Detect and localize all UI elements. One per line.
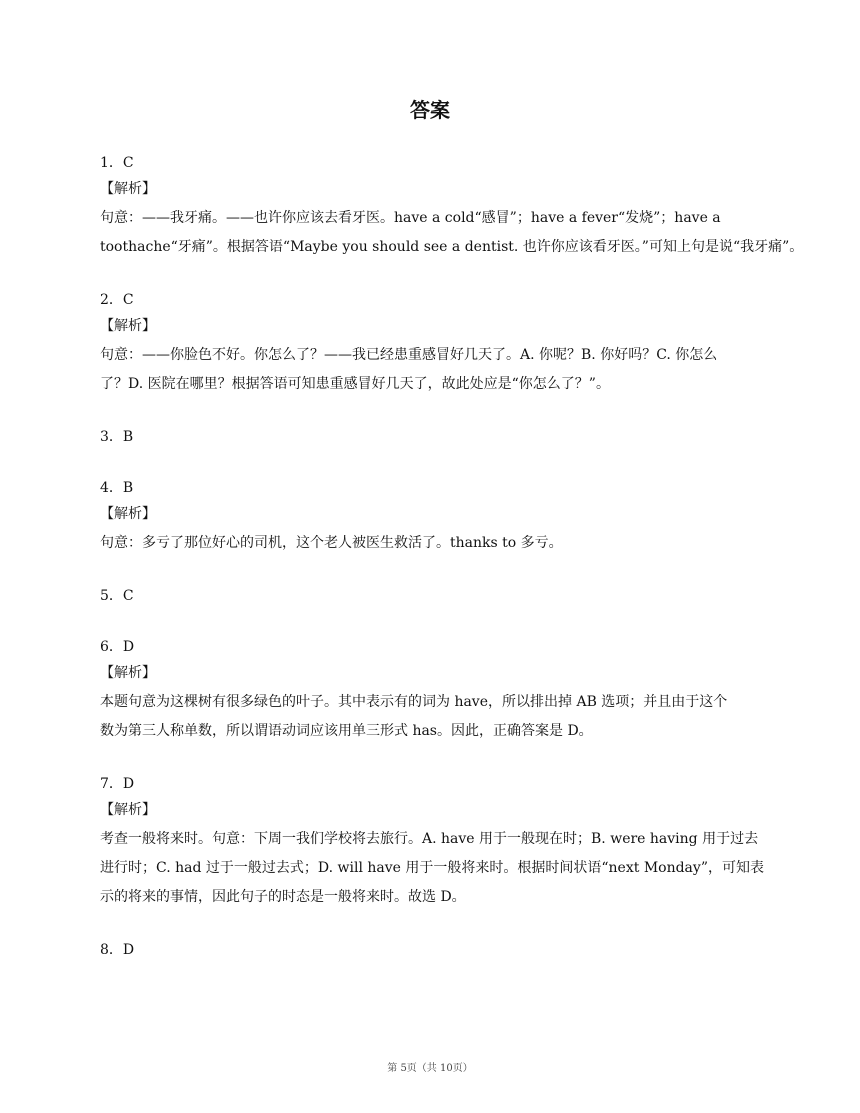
answer-7-line-1: 考查一般将来时。句意：下周一我们学校将去旅行。A. have 用于一般现在时；B. were having 用于过去 — [100, 831, 759, 847]
answer-6-label: 【解析】 — [100, 665, 156, 681]
answer-2-line-1: 句意：——你脸色不好。你怎么了？——我已经患重感冒好几天了。A. 你呢？B. 你好吗？C. 你怎么 — [100, 347, 718, 363]
page-title: 答案 — [410, 98, 450, 122]
answer-6-number: 6．D — [100, 639, 135, 655]
answer-7-number: 7．D — [100, 776, 135, 792]
answer-2-label: 【解析】 — [100, 318, 156, 334]
answer-6-line-2: 数为第三人称单数，所以谓语动词应该用单三形式 has。因此，正确答案是 D。 — [100, 723, 593, 739]
answer-7-label: 【解析】 — [100, 802, 156, 818]
answer-2-line-2: 了？D. 医院在哪里？根据答语可知患重感冒好几天了，故此处应是“你怎么了？”。 — [100, 376, 610, 392]
answer-4-line-1: 句意：多亏了那位好心的司机，这个老人被医生救活了。thanks to 多亏。 — [100, 535, 563, 551]
answer-3-number: 3．B — [100, 429, 134, 445]
answer-7-line-3: 示的将来的事情，因此句子的时态是一般将来时。故选 D。 — [100, 889, 466, 905]
answer-1-line-1: 句意：——我牙痛。——也许你应该去看牙医。have a cold“感冒”；have a fever“发烧”；have a — [100, 210, 721, 226]
answer-6-line-1: 本题句意为这棵树有很多绿色的叶子。其中表示有的词为 have，所以排出掉 AB 选项；并且由于这个 — [100, 694, 728, 710]
answer-1-label: 【解析】 — [100, 181, 156, 197]
page-footer: 第 5页（共 10页） — [387, 1063, 473, 1074]
answer-7-line-2: 进行时；C. had 过于一般过去式；D. will have 用于一般将来时。根据时间状语“next Monday”，可知表 — [100, 860, 764, 876]
answer-1-number: 1．C — [100, 155, 134, 171]
answer-8-number: 8．D — [100, 942, 135, 958]
answer-5-number: 5．C — [100, 588, 134, 604]
answer-4-label: 【解析】 — [100, 506, 156, 522]
answer-1-line-2: toothache“牙痛”。根据答语“Maybe you should see a dentist. 也许你应该看牙医。”可知上句是说“我牙痛”。 — [100, 239, 804, 255]
answer-2-number: 2．C — [100, 292, 134, 308]
answer-4-number: 4．B — [100, 480, 134, 496]
